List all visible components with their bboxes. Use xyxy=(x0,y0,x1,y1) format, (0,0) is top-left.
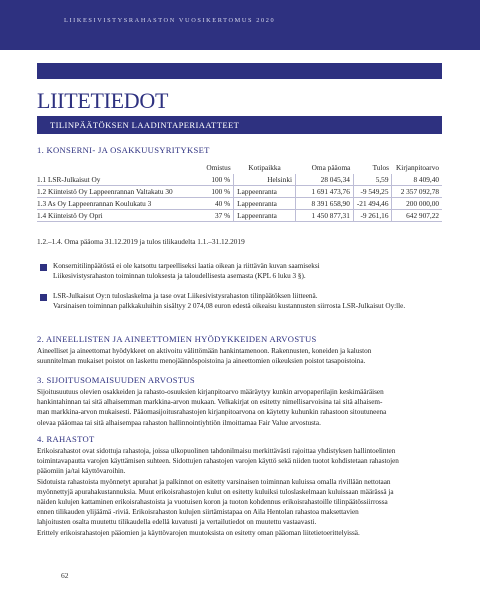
col-empty xyxy=(37,161,192,174)
ownership: 37 % xyxy=(192,210,234,222)
section4-heading: 4. RAHASTOT xyxy=(37,434,95,444)
bullet-marker xyxy=(40,294,47,301)
col-oma-paaoma: Oma pääoma xyxy=(311,163,351,172)
result: 5,59 xyxy=(353,174,392,186)
table-row xyxy=(37,186,442,198)
ownership: 40 % xyxy=(192,198,234,210)
section1-heading: 1. KONSERNI- JA OSAKKUUSYRITYKSET xyxy=(37,145,210,155)
text-line: suunnitelman mukaiset poistot on laskettu menojäännöspoistoina ja aineettomien oikeuksien poistot tasapoistoina. xyxy=(37,357,366,366)
domicile: Lappeenranta xyxy=(234,186,296,198)
domicile: Lappeenranta xyxy=(234,210,296,222)
domicile: Lappeenranta xyxy=(234,198,296,210)
page-title: LIITETIEDOT xyxy=(37,88,169,113)
decorative-bar xyxy=(37,63,442,79)
equity: 8 391 658,90 xyxy=(296,198,354,210)
bullet-line: LSR-Julkaisut Oy:n tuloslaskelma ja tase ovat Liikesivistysrahaston tilinpäätöksen liitteenä. xyxy=(53,292,318,300)
text-line: Erittely erikoisrahastojen pääomien ja käyttövarojen muutoksista on esitetty oman pääoman liitetietoerittelyissä. xyxy=(37,528,360,537)
table-row xyxy=(37,210,442,222)
bullet-line: Liikesivistysrahaston toiminnan tuloksesta ja taloudellisesta asemasta (KPL 6 luku 3 §). xyxy=(53,272,306,280)
company-name: 1.3 As Oy Lappeenrannan Koulukatu 3 xyxy=(37,198,192,210)
col-tulos: Tulos xyxy=(372,163,389,172)
text-line: olevaa pääomaa tai sitä alhaisempaa rahaston hallinnointiyhtiön ilmoittamaa Fair Value arvostusta. xyxy=(37,418,321,427)
subsidiaries-table xyxy=(37,161,442,222)
text-line: ennen tilikauden ylijäämä -riviä. Erikoisrahaston kulujen siirtämistapaa on Aila Hentolan rahastoa maksettavien xyxy=(37,508,359,517)
book-value: 2 357 092,78 xyxy=(392,186,442,198)
domicile: Helsinki xyxy=(234,174,296,186)
ownership: 100 % xyxy=(192,186,234,198)
company-name: 1.2 Kiinteistö Oy Lappeenrannan Valtakatu 30 xyxy=(37,186,192,198)
text-line: myönnettyjä apurahakustannuksia. Muut erikoisrahastojen kulut on esitetty kuluiksi tuloslaskelmaan kuluissaan määrässä ja xyxy=(37,487,394,496)
result: -21 494,46 xyxy=(353,198,392,210)
result: -9 261,16 xyxy=(353,210,392,222)
equity: 1 450 877,31 xyxy=(296,210,354,222)
section4-body xyxy=(37,446,442,538)
text-line: Sidotuista rahastoista myönnetyt apurahat ja palkinnot on esitetty varsinaisen toiminnan kuluissa omalla rivillään nettotaan xyxy=(37,477,391,486)
bullet-line: Konsernitilinpäätöstä ei ole katsottu tarpeelliseksi laatia oikean ja riittävän kuvan saamiseksi xyxy=(53,262,320,270)
text-line: lahjoitusten osalta muutettu tilikaudella edellä kuvatusti ja vertailutiedot on muutettu vastaavasti. xyxy=(37,518,317,527)
company-name: 1.1 LSR-Julkaisut Oy xyxy=(37,174,192,186)
ownership: 100 % xyxy=(192,174,234,186)
col-kotipaikka: Kotipaikka xyxy=(248,163,281,172)
bullet-line: Varsinaisen toiminnan palkkakuluihin sisältyy 2 074,08 euron edestä oikeaisu kustannusten siirrosta LSR-Julkaisut Oy:lle. xyxy=(53,302,406,310)
result: -9 549,25 xyxy=(353,186,392,198)
section2-body xyxy=(37,346,442,366)
section3-heading: 3. SIJOITUSOMAISUUDEN ARVOSTUS xyxy=(37,375,196,385)
company-name: 1.4 Kiinteistö Oy Opri xyxy=(37,210,192,222)
table-row xyxy=(37,198,442,210)
bullet-text xyxy=(53,261,438,281)
section3-body xyxy=(37,387,442,428)
section2-heading: 2. AINEELLISTEN JA AINEETTOMIEN HYÖDYKKEIDEN ARVOSTUS xyxy=(37,334,317,344)
equity: 1 691 473,76 xyxy=(296,186,354,198)
text-line: pääomiin ja/tai käyttövaroihin. xyxy=(37,467,126,476)
text-line: Sijoitusuutuus olevien osakkeiden ja rahasto-osuuksien kirjanpitoarvo määräytyy kunkin arvopaperilajin keskimääräisen xyxy=(37,388,384,396)
table-header-row xyxy=(37,161,442,174)
col-kirjanpitoarvo: Kirjanpitoarvo xyxy=(396,163,439,172)
running-title: LIIKESIVISTYSRAHASTON VUOSIKERTOMUS 2020 xyxy=(64,17,276,24)
col-omistus: Omistus xyxy=(206,163,231,172)
text-line: Erikoisrahastot ovat sidottuja rahastoja, joissa ulkopuolinen tahdonilmaisu merkittävästi rajoittaa yhdistyksen hallintoelinten xyxy=(37,447,396,455)
text-line: toimintavapautta varojen käyttämisen suhteen. Sidottujen rahastojen varojen käyttö sekä niiden tuotot kohdistetaan rahastojen xyxy=(37,457,399,466)
text-line: man markkina-arvon mukaisesti. Pääomasijoitusrahastojen kirjanpitoarvona on käytetty kuhunkin rahastoon sitoutuneena xyxy=(37,408,387,417)
book-value: 200 000,00 xyxy=(392,198,442,210)
bullet-text xyxy=(53,291,438,311)
header-band xyxy=(0,0,480,50)
page-number: 62 xyxy=(61,571,69,580)
table-row xyxy=(37,174,442,186)
subtitle: TILINPÄÄTÖKSEN LAADINTAPERIAATTEET xyxy=(50,120,240,130)
text-line: hankintahinnan tai sitä alhaisemman markkina-arvon mukaan. Velkakirjat on esitetty nimellisarvoisina tai sitä alhaisem- xyxy=(37,398,383,407)
equity: 28 045,34 xyxy=(296,174,354,186)
table-note: 1.2.–1.4. Oma pääoma 31.12.2019 ja tulos tilikaudelta 1.1.–31.12.2019 xyxy=(37,237,245,246)
text-line: näiden kulujen kattaminen erikoisrahastoista ja vuotuisen koron ja tuoton kohdennus erikoisrahastoille tilinpäätössiirrossa xyxy=(37,498,388,507)
bullet-marker xyxy=(40,264,47,271)
text-line: Aineelliset ja aineettomat hyödykkeet on aktivoitu välittömään hankintamenoon. Rakennusten, koneiden ja kaluston xyxy=(37,347,372,355)
book-value: 642 907,22 xyxy=(392,210,442,222)
book-value: 8 409,40 xyxy=(392,174,442,186)
